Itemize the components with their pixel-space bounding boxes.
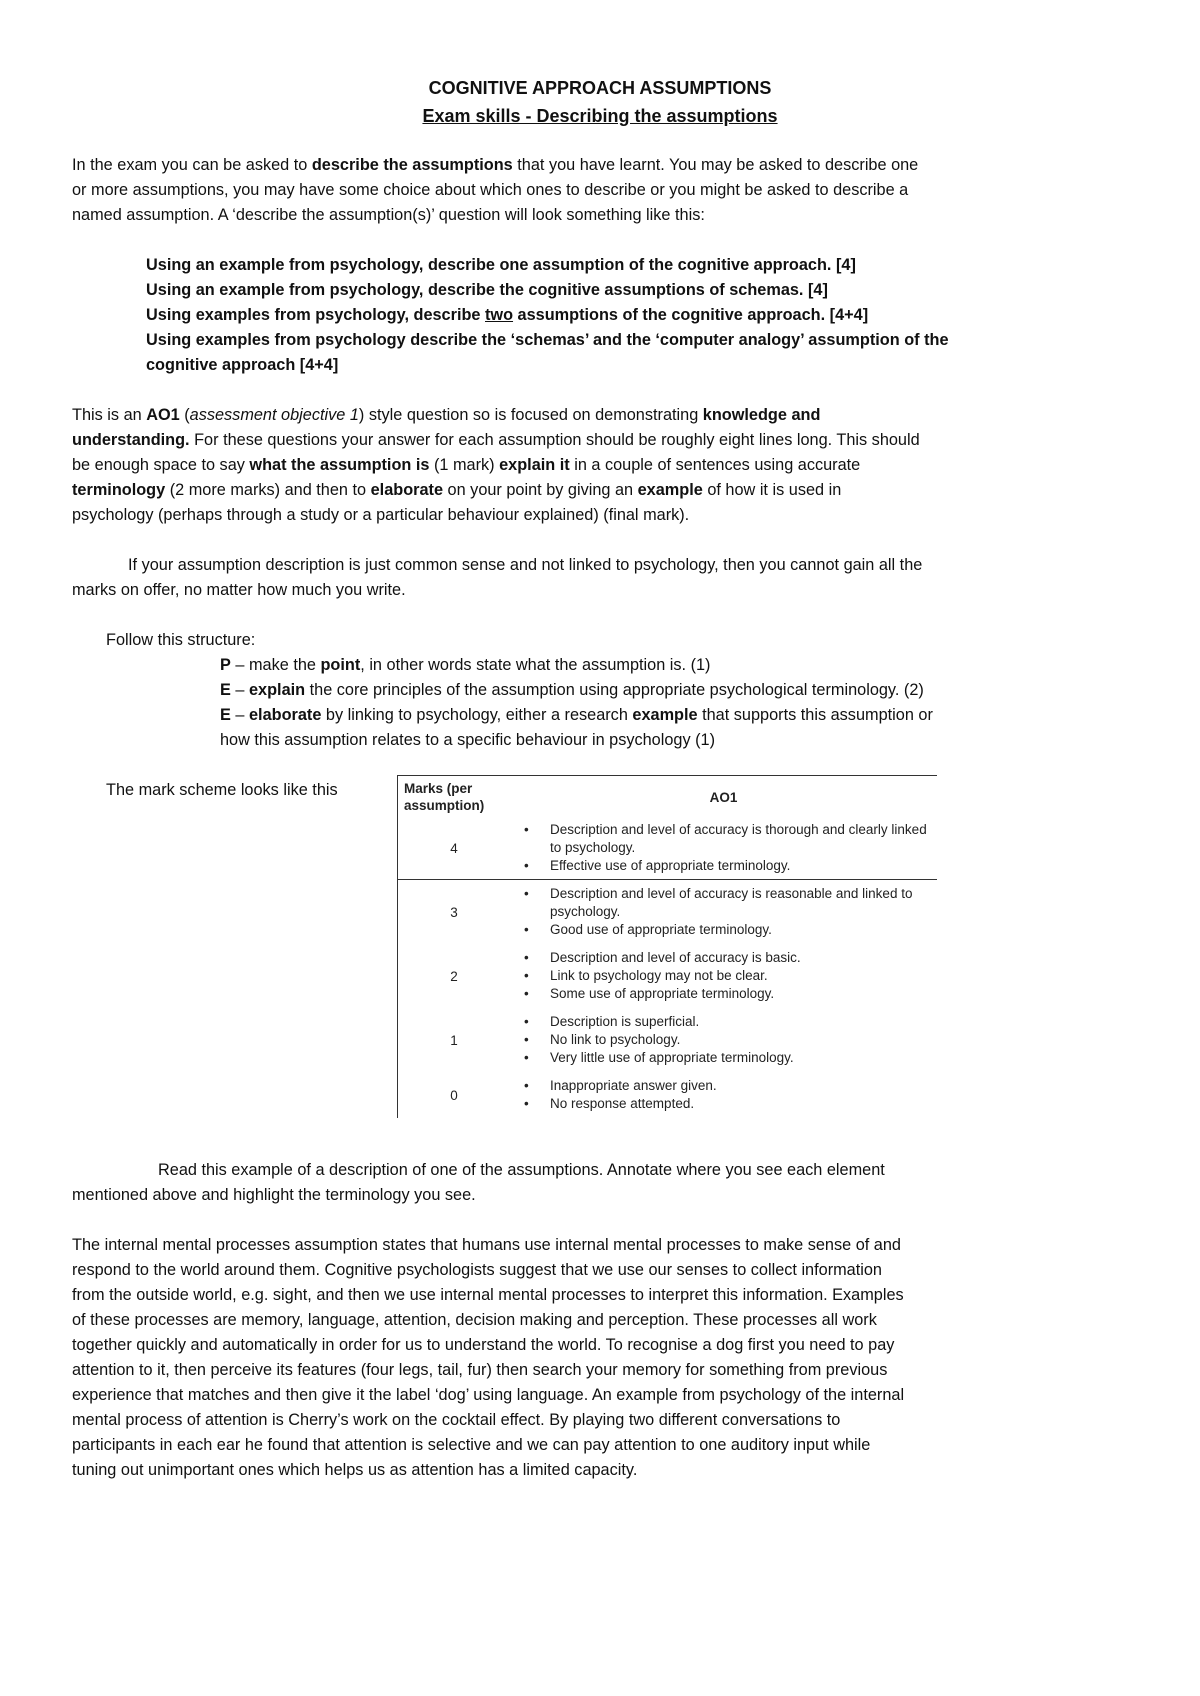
- table-row: [398, 818, 938, 880]
- text-segment: assessment objective 1: [189, 406, 359, 424]
- text-line: [72, 1233, 1152, 1258]
- criteria-bullet: • Description and level of accuracy is reasonable and linked to psychology.: [550, 885, 937, 921]
- text-segment: (1 mark): [429, 456, 500, 474]
- criteria-bullet: • Effective use of appropriate terminology.: [550, 857, 937, 875]
- mark-value: 3: [450, 904, 458, 920]
- text-segment: Using an example from psychology, describe the cognitive assumptions of schemas. [4]: [146, 281, 828, 299]
- page-subtitle: Exam skills - Describing the assumptions: [422, 106, 778, 126]
- text-segment: of how it is used in: [702, 481, 842, 499]
- criteria-bullet: • Some use of appropriate terminology.: [550, 985, 937, 1003]
- criteria-bullet: • No link to psychology.: [550, 1031, 937, 1049]
- text-segment: , in other words state what the assumption is. (1): [360, 656, 711, 674]
- table-row: [398, 1072, 938, 1118]
- text-line: [220, 678, 933, 703]
- text-segment: understanding.: [72, 431, 190, 449]
- criteria-cell: [510, 1072, 937, 1118]
- text-line: [72, 1183, 1152, 1208]
- text-segment: Read this example of a description of one of the assumptions. Annotate where you see each element: [158, 1161, 885, 1179]
- text-segment: what the assumption is: [249, 456, 430, 474]
- structure-intro: Follow this structure:: [106, 631, 256, 649]
- ao1-header: AO1: [510, 776, 937, 819]
- criteria-cell: [510, 944, 937, 1008]
- criteria-bullet: • Very little use of appropriate terminology.: [550, 1049, 937, 1067]
- text-segment: –: [230, 681, 249, 699]
- text-segment: example: [632, 706, 698, 724]
- criteria-cell: [510, 880, 937, 945]
- text-segment: marks on offer, no matter how much you write.: [72, 581, 406, 599]
- table-row: [398, 1008, 938, 1072]
- mark-value: 4: [398, 818, 511, 880]
- text-segment: example: [637, 481, 703, 499]
- text-segment: in a couple of sentences using accurate: [569, 456, 861, 474]
- text-segment: the core principles of the assumption using appropriate psychological terminology. (2): [305, 681, 924, 699]
- text-segment: that you have learnt. You may be asked to describe one: [512, 156, 919, 174]
- criteria-bullet: • Good use of appropriate terminology.: [550, 921, 937, 939]
- pee-structure: [220, 653, 933, 753]
- text-segment: –: [230, 706, 249, 724]
- marks-header: Marks (per assumption): [398, 776, 511, 819]
- example-questions: [146, 253, 949, 378]
- text-segment: that supports this assumption or: [697, 706, 933, 724]
- table-row: [398, 944, 938, 1008]
- text-line: [146, 278, 949, 303]
- text-segment: explain it: [499, 456, 570, 474]
- text-segment: tuning out unimportant ones which helps us as attention has a limited capacity.: [72, 1461, 638, 1479]
- text-line: [72, 428, 920, 453]
- text-line: [72, 203, 918, 228]
- text-line: [220, 728, 933, 753]
- ao1-paragraph: [72, 403, 920, 528]
- text-segment: cognitive approach [4+4]: [146, 356, 339, 374]
- mark-value: 1: [450, 1032, 458, 1048]
- text-segment: (2 more marks) and then to: [165, 481, 371, 499]
- text-segment: In the exam you can be asked to: [72, 156, 312, 174]
- text-segment: psychology (perhaps through a study or a particular behaviour explained) (final mark).: [72, 506, 690, 524]
- text-segment: assumptions of the cognitive approach. [4+4]: [513, 306, 869, 324]
- text-line: [72, 553, 922, 578]
- text-line: [72, 503, 920, 528]
- text-segment: terminology: [72, 481, 166, 499]
- text-line: [146, 353, 949, 378]
- text-line: [72, 403, 920, 428]
- text-segment: attention to it, then perceive its features (four legs, tail, fur) then search your memory for something from previous: [72, 1361, 888, 1379]
- text-line: [72, 1433, 1152, 1458]
- text-segment: by linking to psychology, either a research: [321, 706, 633, 724]
- criteria-cell: [510, 818, 937, 880]
- text-segment: of these processes are memory, language, attention, decision making and perception. These processes all work: [72, 1311, 877, 1329]
- text-segment: on your point by giving an: [443, 481, 638, 499]
- text-line: [72, 578, 922, 603]
- text-line: [72, 1308, 1152, 1333]
- text-segment: The internal mental processes assumption states that humans use internal mental processes to make sense of and: [72, 1236, 901, 1254]
- text-line: [72, 1458, 1152, 1483]
- criteria-bullet: • Description and level of accuracy is thorough and clearly linked to psychology.: [550, 821, 937, 857]
- text-segment: Using examples from psychology, describe: [146, 306, 485, 324]
- example-description: [72, 1233, 1152, 1483]
- text-segment: explain: [248, 681, 306, 699]
- text-segment: mentioned above and highlight the terminology you see.: [72, 1186, 476, 1204]
- page-title: COGNITIVE APPROACH ASSUMPTIONS: [428, 78, 772, 98]
- text-segment: elaborate: [248, 706, 322, 724]
- text-segment: This is an: [72, 406, 147, 424]
- lower-section: [72, 775, 1152, 1483]
- table-header-row: [398, 776, 938, 819]
- text-segment: mental process of attention is Cherry’s work on the cocktail effect. By playing two different conversations to: [72, 1411, 841, 1429]
- text-segment: If your assumption description is just common sense and not linked to psychology, then you cannot gain all the: [128, 556, 923, 574]
- text-line: [72, 1383, 1152, 1408]
- text-segment: experience that matches and then give it the label ‘dog’ using language. An example from psychology of the internal: [72, 1386, 905, 1404]
- text-line: [146, 328, 949, 353]
- text-line: [220, 703, 933, 728]
- text-segment: For these questions your answer for each assumption should be roughly eight lines long. This should: [189, 431, 920, 449]
- text-line: [72, 1333, 1152, 1358]
- text-line: [146, 253, 949, 278]
- text-line: [72, 453, 920, 478]
- criteria-bullet: • Description is superficial.: [550, 1013, 937, 1031]
- text-line: [72, 1258, 1152, 1283]
- text-segment: E: [220, 681, 231, 699]
- text-segment: participants in each ear he found that attention is selective and we can pay attention to one auditory input while: [72, 1436, 871, 1454]
- text-segment: ) style question so is focused on demonstrating: [358, 406, 703, 424]
- criteria-cell: [510, 1008, 937, 1072]
- text-line: [220, 653, 933, 678]
- text-segment: or more assumptions, you may have some choice about which ones to describe or you might be asked to describe a: [72, 181, 909, 199]
- mark-value: 2: [450, 968, 458, 984]
- text-segment: two: [485, 306, 514, 324]
- text-segment: P: [220, 656, 231, 674]
- text-segment: point: [320, 656, 361, 674]
- text-segment: Using examples from psychology describe the ‘schemas’ and the ‘computer analogy’ assumption of the: [146, 331, 949, 349]
- text-segment: (: [179, 406, 190, 424]
- text-line: [146, 303, 949, 328]
- text-line: [72, 478, 920, 503]
- text-segment: describe the assumptions: [311, 156, 513, 174]
- common-sense-paragraph: [72, 553, 922, 603]
- text-line: [72, 1358, 1152, 1383]
- text-segment: named assumption. A ‘describe the assumption(s)’ question will look something like this:: [72, 206, 705, 224]
- text-segment: E: [220, 706, 231, 724]
- criteria-bullet: • No response attempted.: [550, 1095, 937, 1113]
- intro-paragraph: [72, 153, 918, 228]
- read-instructions: [72, 1158, 1152, 1208]
- criteria-bullet: • Inappropriate answer given.: [550, 1077, 937, 1095]
- text-segment: – make the: [230, 656, 321, 674]
- text-line: [72, 1408, 1152, 1433]
- mark-value: 0: [450, 1087, 458, 1103]
- criteria-bullet: • Link to psychology may not be clear.: [550, 967, 937, 985]
- criteria-bullet: • Description and level of accuracy is basic.: [550, 949, 937, 967]
- text-line: [72, 178, 918, 203]
- text-line: [72, 1158, 1152, 1183]
- text-segment: together quickly and automatically in order for us to understand the world. To recognise a dog first you need to pay: [72, 1336, 895, 1354]
- text-segment: elaborate: [370, 481, 444, 499]
- table-row: [398, 880, 938, 945]
- text-segment: how this assumption relates to a specific behaviour in psychology (1): [220, 731, 716, 749]
- text-segment: Using an example from psychology, describe one assumption of the cognitive approach. [4]: [146, 256, 856, 274]
- text-segment: from the outside world, e.g. sight, and then we use internal mental processes to interpret this information. Examples: [72, 1286, 904, 1304]
- text-line: [72, 153, 918, 178]
- text-segment: respond to the world around them. Cognitive psychologists suggest that we use our senses to collect information: [72, 1261, 882, 1279]
- mark-scheme-label: The mark scheme looks like this: [106, 781, 338, 799]
- text-segment: be enough space to say: [72, 456, 250, 474]
- text-segment: AO1: [146, 406, 180, 424]
- text-line: [72, 1283, 1152, 1308]
- mark-scheme-table: [397, 775, 937, 1118]
- mark-scheme-section: [72, 775, 1152, 1118]
- text-segment: knowledge and: [702, 406, 821, 424]
